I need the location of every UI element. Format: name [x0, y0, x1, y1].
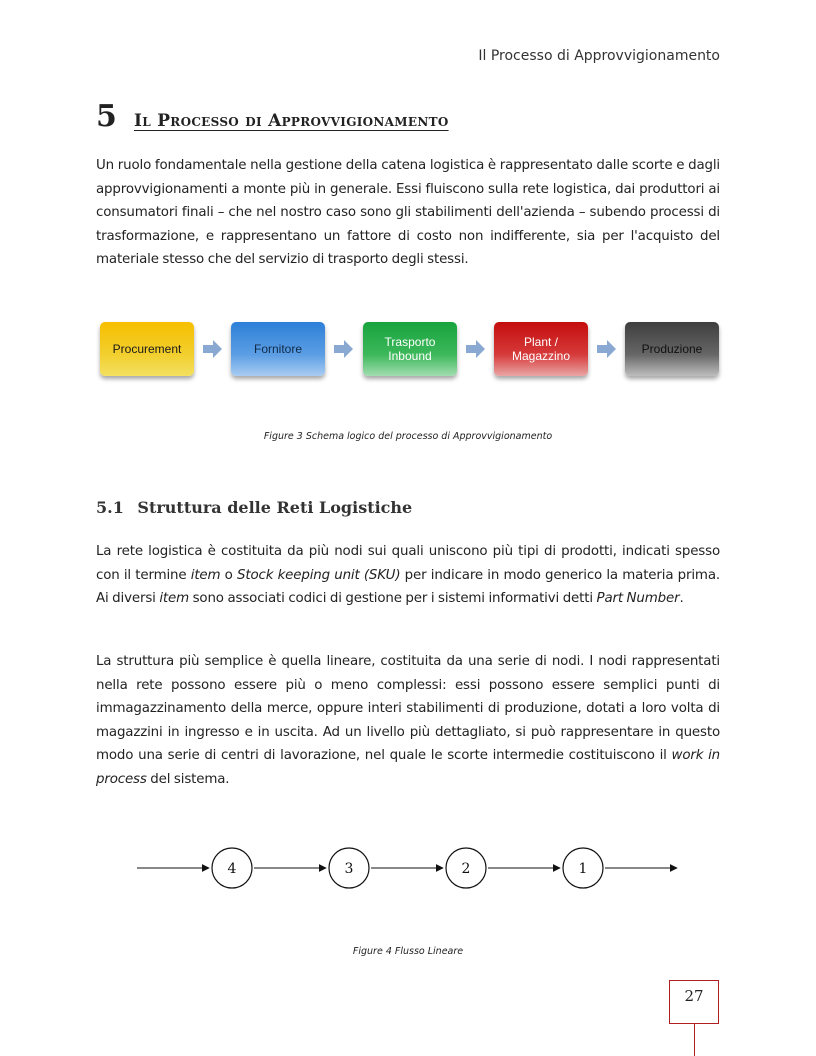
flow-step-produzione	[625, 322, 719, 376]
flow-arrow-icon	[203, 339, 223, 359]
step-label: Procurement	[112, 342, 182, 356]
italic-term: work in process	[96, 748, 721, 787]
text-run: La struttura più semplice è quella lineare, costituita da una serie di nodi. I nodi rappresentati nella rete possono essere più o meno complessi: essi possono essere semplici punti di immagazzinamento della merce, oppure interi stabilimenti di produzione, dotati a loro volta di magazzini in ingresso e in uscita. Ad un livello più dettagliato, si può rappresentare in questo modo una serie di centri di lavorazione, nel quale le scorte intermedie costituiscono il	[96, 654, 720, 763]
flow-step-procurement	[100, 322, 194, 376]
section-number: 5.1	[96, 498, 124, 517]
text-run: per indicare in modo generico la materia prima. Ai diversi	[96, 567, 720, 606]
step-label-line1: Trasporto	[384, 335, 436, 349]
node-label: 1	[578, 861, 588, 877]
section-title: Struttura delle Reti Logistiche	[137, 498, 413, 517]
flow-step-trasporto-inbound	[363, 322, 457, 376]
flow-arrow-icon	[466, 339, 486, 359]
paragraph-linear-structure	[96, 650, 720, 791]
paragraph-intro: Un ruolo fondamentale nella gestione della catena logistica è rappresentato dalle scorte e dagli approvvigionamenti a monte più in generale. Essi fluiscono sulla rete logistica, dai produttori ai consumatori finali – che nel nostro caso sono gli stabilimenti dell'azienda – subendo processi di trasformazione, e rappresentano un fattore di costo non indifferente, sia per l'acquisto del materiale stesso che del servizio di trasporto degli stessi.	[96, 158, 720, 267]
flow-step-plant-magazzino	[494, 322, 588, 376]
text-run: .	[679, 591, 684, 606]
italic-term: Part Number	[596, 591, 680, 606]
text-run: sono associati codici di gestione per i sistemi informativi detti	[189, 591, 597, 606]
text-run: La rete logistica è costituita da più nodi sui quali uniscono più tipi di prodotti, indicati spesso con il termine	[96, 544, 720, 583]
running-header: Il Processo di Approvvigionamento	[478, 48, 720, 64]
flow-arrow-icon	[334, 339, 354, 359]
procurement-flow-diagram	[100, 322, 720, 378]
flow-step-fornitore	[231, 322, 325, 376]
chapter-title: Il Processo di Approvvigionamento	[134, 111, 449, 131]
flow-arrow-icon	[597, 339, 617, 359]
linear-flow-diagram	[0, 838, 816, 898]
text-run: del sistema.	[146, 771, 230, 787]
node-label: 3	[344, 861, 354, 877]
italic-term: Stock keeping unit (SKU)	[237, 567, 401, 583]
step-label-line2: Magazzino	[511, 349, 571, 363]
paragraph-network	[96, 540, 720, 611]
page-number-box	[669, 980, 719, 1024]
node-label: 2	[461, 861, 471, 877]
text-run: o	[220, 567, 237, 583]
page-number-rule	[694, 1024, 695, 1056]
section-heading	[96, 498, 412, 517]
figure-caption: Figure 3 Schema logico del processo di Approvvigionamento	[263, 431, 553, 442]
node-label: 4	[227, 861, 237, 877]
step-label-line1: Plant /	[523, 335, 559, 349]
italic-term: item	[190, 567, 221, 583]
figure-caption: Figure 4 Flusso Lineare	[352, 946, 464, 957]
italic-term: item	[159, 591, 189, 606]
step-label-line2: Inbound	[388, 349, 432, 363]
step-label: Fornitore	[253, 342, 303, 356]
page-number: 27	[684, 987, 704, 1005]
chapter-heading	[96, 96, 449, 134]
chapter-number: 5	[96, 99, 117, 134]
step-label: Produzione	[641, 342, 703, 356]
